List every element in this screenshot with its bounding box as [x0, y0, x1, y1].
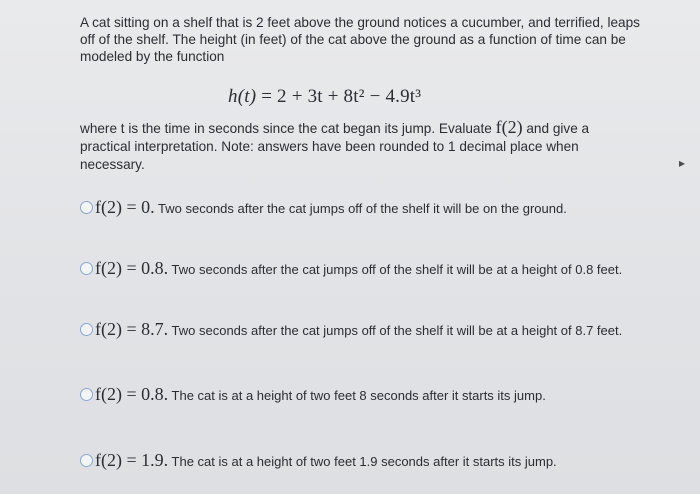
height-function-formula [228, 86, 421, 108]
radio-button-icon[interactable] [80, 201, 93, 214]
option-explanation: Two seconds after the cat jumps off of the shelf it will be at a height of 0.8 feet. [171, 262, 623, 277]
option-math: f(2) = 0. [95, 197, 155, 217]
radio-button-icon[interactable] [80, 262, 93, 275]
answer-option-1[interactable] [80, 198, 640, 218]
option-explanation: Two seconds after the cat jumps off of the shelf it will be on the ground. [158, 201, 567, 216]
radio-button-icon[interactable] [80, 388, 93, 401]
formula-rhs: = 2 + 3t + 8t² − 4.9t³ [261, 86, 422, 107]
radio-button-icon[interactable] [80, 454, 93, 467]
question-instructions [80, 118, 640, 174]
option-explanation: Two seconds after the cat jumps off of the shelf it will be at a height of 8.7 feet. [171, 323, 623, 338]
formula-lhs: h(t) [228, 86, 257, 107]
answer-option-3[interactable] [80, 320, 640, 340]
option-math: f(2) = 0.8. [95, 258, 169, 278]
option-math: f(2) = 8.7. [95, 319, 169, 339]
mouse-cursor-icon: ▸ [679, 156, 686, 170]
answer-option-2[interactable] [80, 259, 640, 279]
instructions-math: f(2) [495, 117, 523, 137]
option-math: f(2) = 1.9. [95, 450, 169, 470]
option-math: f(2) = 0.8. [95, 384, 169, 404]
instructions-part2: and give a practical interpretation. Note: answers have been rounded to 1 decimal place when necessary. [80, 121, 590, 172]
option-explanation: The cat is at a height of two feet 8 seconds after it starts its jump. [171, 388, 546, 403]
option-explanation: The cat is at a height of two feet 1.9 seconds after it starts its jump. [171, 454, 557, 469]
radio-button-icon[interactable] [80, 323, 93, 336]
answer-option-4[interactable] [80, 385, 640, 405]
question-prompt: A cat sitting on a shelf that is 2 feet above the ground notices a cucumber, and terrified, leaps off of the shelf. The height (in feet) of the cat above the ground as a function of time can be modeled by the function [80, 15, 640, 64]
instructions-part1: where t is the time in seconds since the cat began its jump. Evaluate [80, 121, 492, 136]
answer-option-5[interactable] [80, 451, 640, 471]
